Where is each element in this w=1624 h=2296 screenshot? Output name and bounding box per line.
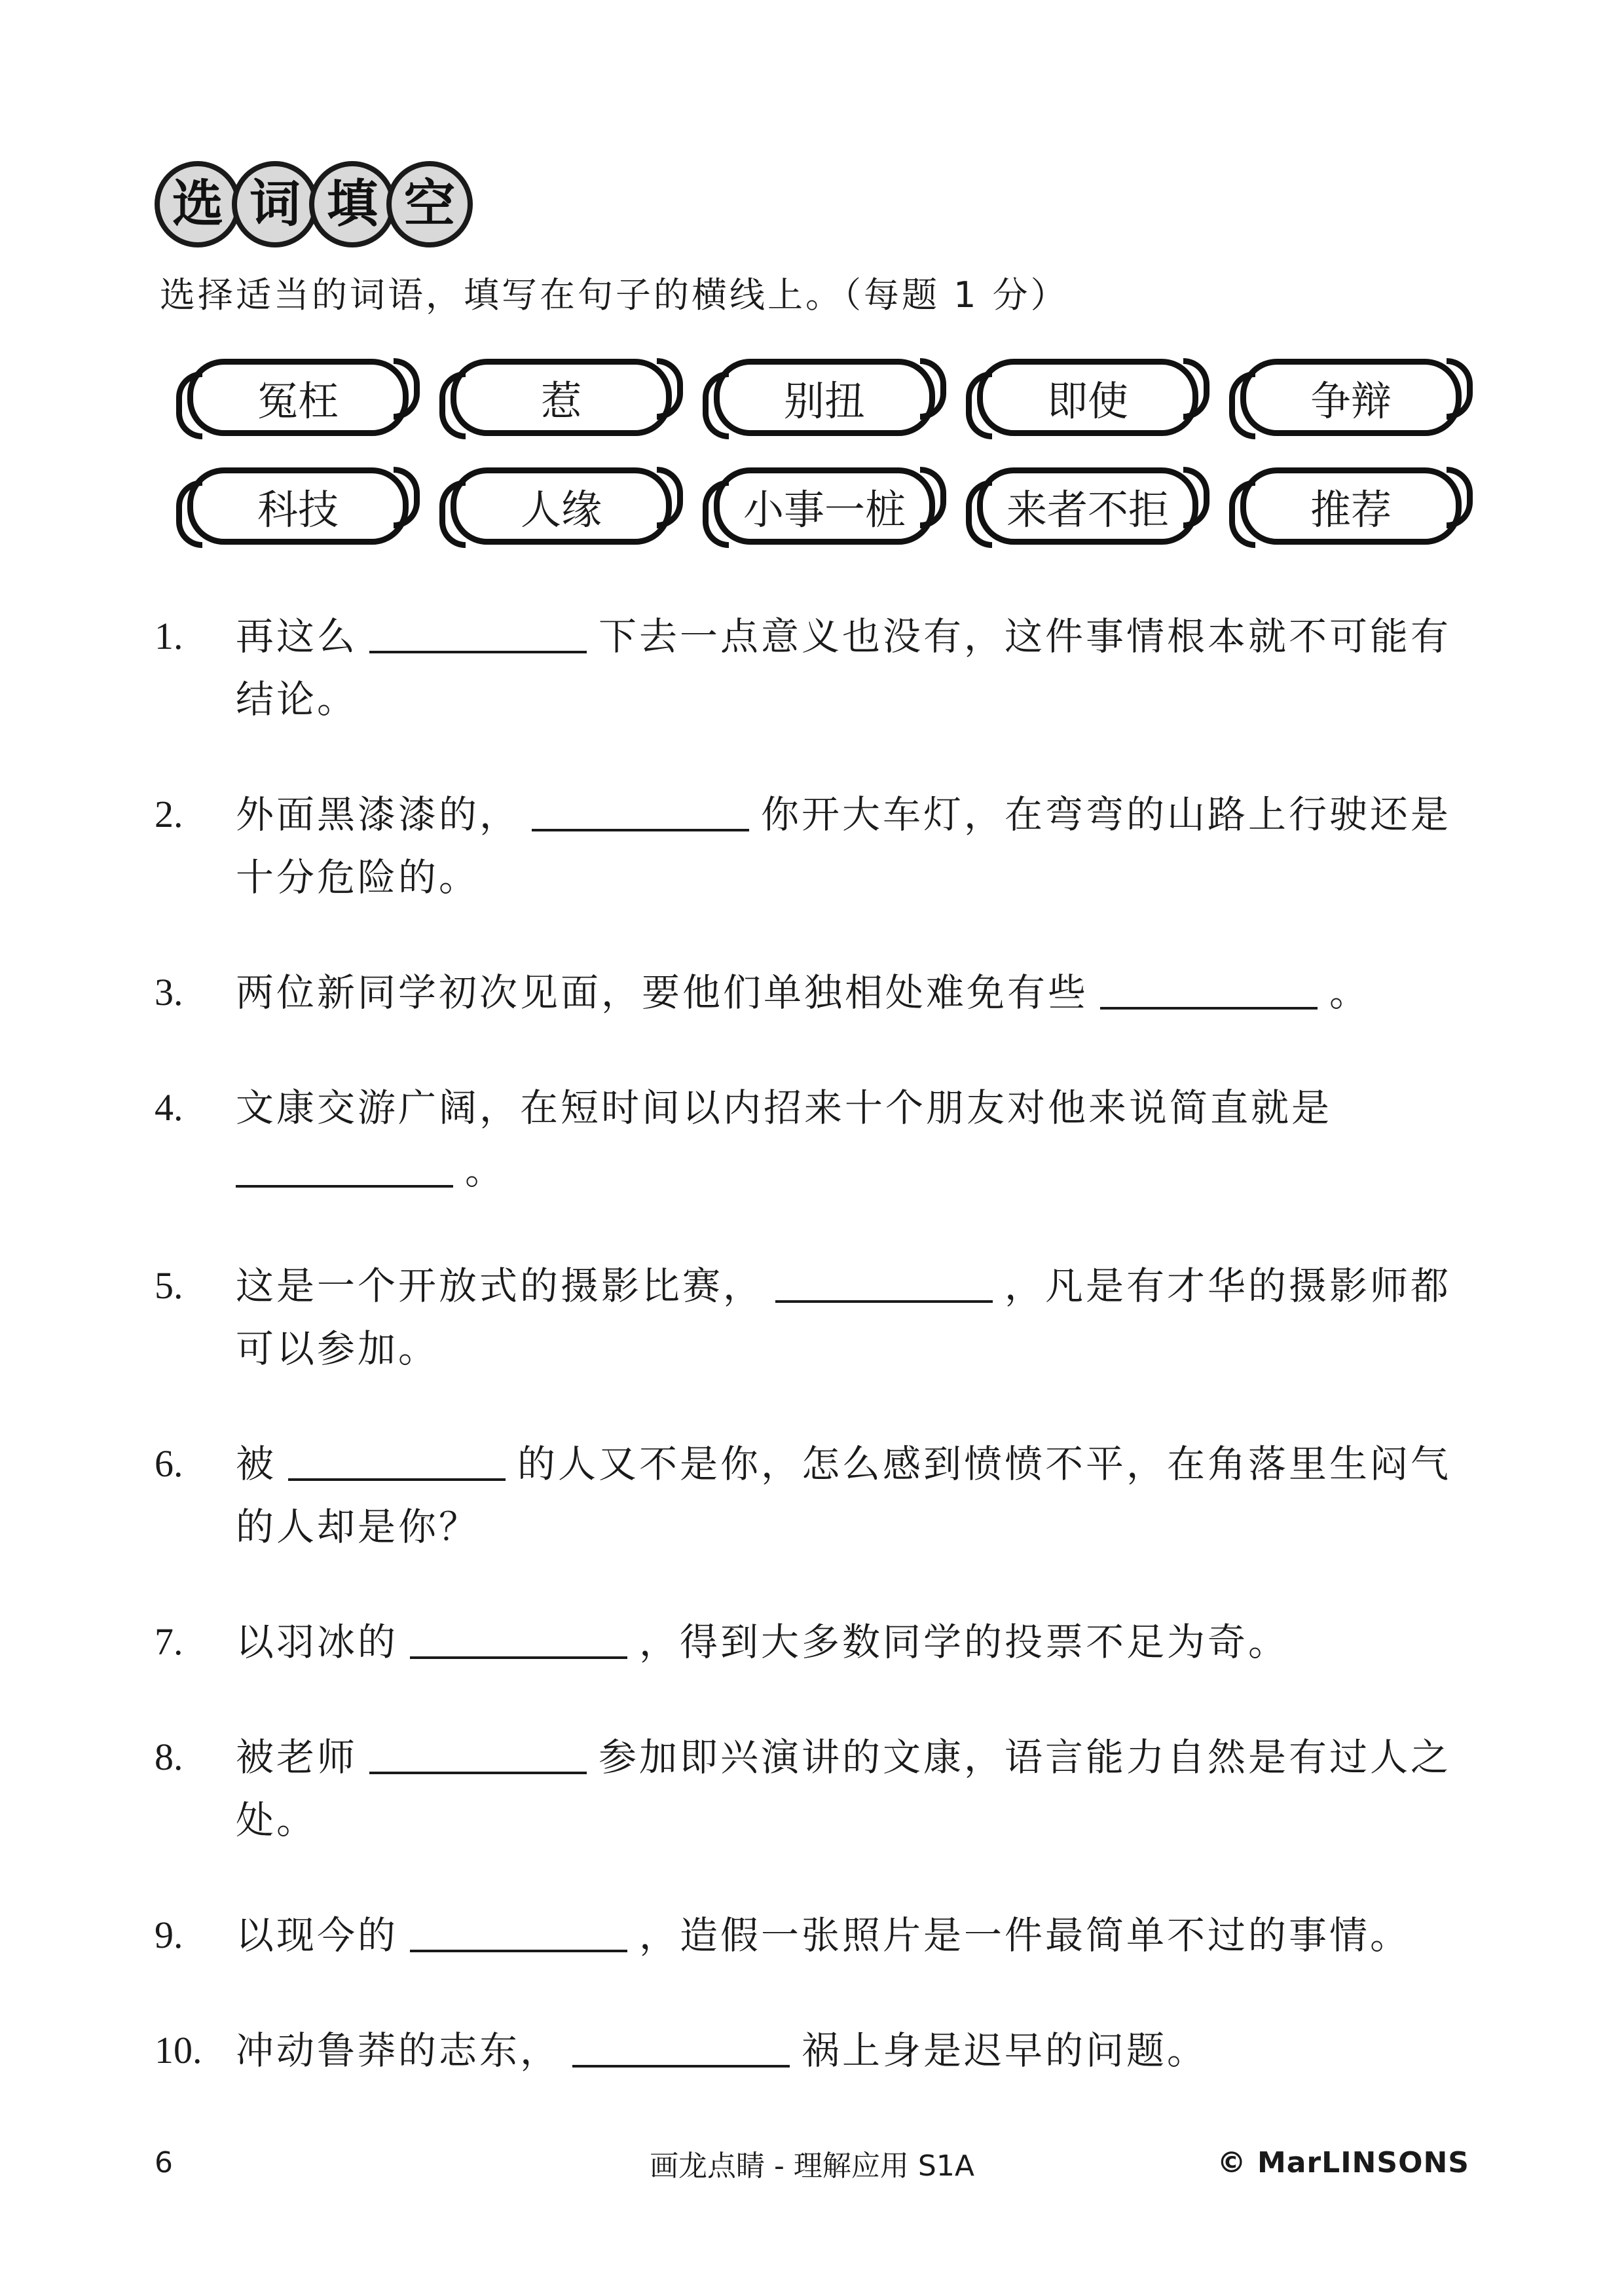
question-number: 1.: [155, 615, 183, 657]
answer-blank[interactable]: [369, 651, 587, 653]
word-bank-item: 科技: [187, 467, 409, 545]
question-number: 6.: [155, 1442, 183, 1485]
question-item: [155, 783, 1490, 909]
question-text: [236, 1254, 1490, 1380]
answer-blank[interactable]: [532, 829, 749, 831]
word-bank-item: 争辩: [1240, 359, 1462, 436]
question-text: [236, 1726, 1490, 1851]
question-number: 3.: [155, 971, 183, 1013]
answer-blank[interactable]: [288, 1478, 506, 1481]
question-item: [155, 1904, 1490, 1967]
word-bank-item: 惹: [451, 359, 672, 436]
word-bank: [187, 359, 1462, 545]
question-number: 5.: [155, 1264, 183, 1307]
question-number: 9.: [155, 1914, 183, 1956]
question-text-before: 两位新同学初次见面，要他们单独相处难免有些: [236, 970, 1089, 1015]
answer-blank[interactable]: [572, 2065, 790, 2068]
answer-blank[interactable]: [369, 1772, 587, 1774]
title-char-circle: 填: [309, 161, 396, 247]
question-item: [155, 1432, 1490, 1558]
word-bank-item: 冤枉: [187, 359, 409, 436]
question-text-after: 参加即兴演讲的文康，语言能力自然是有过人之处。: [236, 1735, 1452, 1842]
question-number: 7.: [155, 1620, 183, 1663]
question-text: [236, 1904, 1490, 1967]
question-item: [155, 1611, 1490, 1673]
question-text: [236, 605, 1490, 731]
question-text-after: ，凡是有才华的摄影师都可以参加。: [236, 1264, 1452, 1371]
question-text-before: 以羽冰的: [236, 1620, 399, 1664]
question-text-before: 以现今的: [236, 1913, 399, 1958]
title-char-circle: 词: [232, 161, 318, 247]
question-text-after: 。: [1329, 970, 1371, 1015]
word-bank-item: 小事一桩: [714, 467, 935, 545]
question-text-after: 你开大车灯，在弯弯的山路上行驶还是十分危险的。: [236, 792, 1452, 900]
question-number: 8.: [155, 1736, 183, 1778]
question-item: [155, 1254, 1490, 1380]
question-text-before: 被老师: [236, 1735, 358, 1779]
question-text-after: 的人又不是你，怎么感到愤愤不平，在角落里生闷气的人却是你？: [236, 1442, 1452, 1549]
word-bank-item: 即使: [977, 359, 1198, 436]
word-bank-item: 别扭: [714, 359, 935, 436]
question-number: 2.: [155, 793, 183, 835]
question-text: [236, 783, 1490, 909]
question-number: 10.: [155, 2029, 202, 2071]
question-text-after: ，造假一张照片是一件最简单不过的事情。: [639, 1913, 1411, 1958]
question-item: [155, 605, 1490, 731]
question-text: [236, 1076, 1490, 1202]
question-text-before: 冲动鲁莽的志东，: [236, 2028, 561, 2073]
title-char-circle: 空: [386, 161, 473, 247]
book-title: 画龙点睛 - 理解应用 S1A: [650, 2149, 974, 2183]
answer-blank[interactable]: [410, 1656, 627, 1659]
instruction: 选择适当的词语，填写在句子的横线上。（每题 1 分）: [160, 274, 1069, 316]
word-bank-item: 人缘: [451, 467, 672, 545]
section-title: [155, 161, 464, 247]
question-text-before: 被: [236, 1442, 277, 1486]
question-item: [155, 1076, 1490, 1202]
question-text: [236, 2019, 1490, 2082]
publisher-brand: © MarLINSONS: [1217, 2146, 1469, 2179]
answer-blank[interactable]: [775, 1300, 993, 1303]
answer-blank[interactable]: [236, 1185, 453, 1188]
question-text-after: 祸上身是迟早的问题。: [802, 2028, 1208, 2073]
word-bank-item: 来者不拒: [977, 467, 1198, 545]
question-text: [236, 1432, 1490, 1558]
question-text-after: 。: [465, 1148, 506, 1193]
question-item: [155, 1726, 1490, 1851]
answer-blank[interactable]: [410, 1950, 627, 1952]
question-text-before: 再这么: [236, 614, 358, 659]
word-bank-item: 推荐: [1240, 467, 1462, 545]
question-text-before: 这是一个开放式的摄影比赛，: [236, 1264, 764, 1308]
question-number: 4.: [155, 1086, 183, 1129]
question-text-after: 下去一点意义也没有，这件事情根本就不可能有结论。: [236, 614, 1452, 721]
page-footer: [155, 2146, 1469, 2183]
question-text-before: 文康交游广阔，在短时间以内招来十个朋友对他来说简直就是: [236, 1085, 1333, 1130]
question-text: [236, 961, 1490, 1024]
question-item: [155, 2019, 1490, 2082]
question-item: [155, 961, 1490, 1024]
answer-blank[interactable]: [1100, 1007, 1318, 1010]
title-char-circle: 选: [155, 161, 241, 247]
question-list: [155, 605, 1490, 2134]
question-text-before: 外面黑漆漆的，: [236, 792, 521, 837]
page-number: 6: [155, 2146, 173, 2179]
question-text: [236, 1611, 1490, 1673]
question-text-after: ，得到大多数同学的投票不足为奇。: [639, 1620, 1289, 1664]
